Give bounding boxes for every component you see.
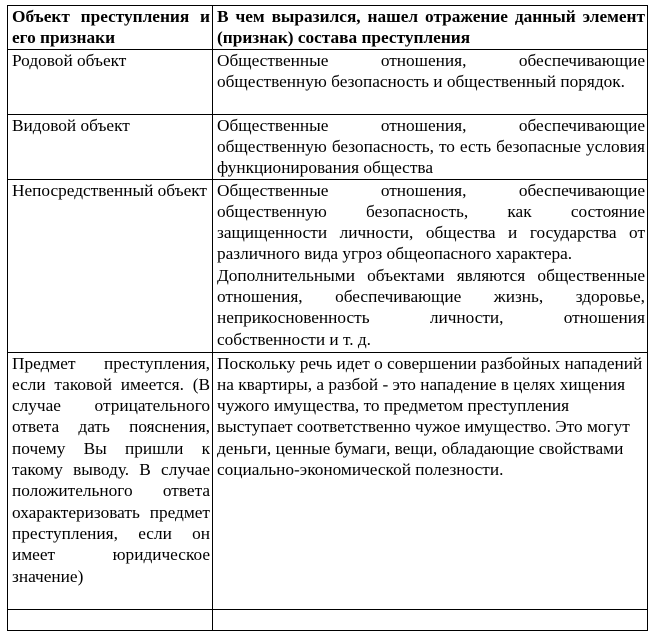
row-label-generic-object: Родовой объект	[8, 49, 213, 114]
row-label-crime-subject: Предмет преступления, если таковой имеется. (В случае отрицательного ответа дать пояснения, почему Вы пришли к такому выводу. В случае положительного ответа охарактеризовать предмет преступления, если он имеет юридическое значение)	[8, 352, 213, 609]
table-row-crime-subject	[8, 352, 648, 609]
table-row-next-partial	[8, 609, 648, 630]
header-description-cell: В чем выразился, нашел отражение данный элемент (признак) состава преступления	[213, 6, 648, 50]
row-text-generic-object: Общественные отношения, обеспечивающие общественную безопасность и общественный порядок.	[213, 49, 648, 114]
crime-object-table	[7, 5, 648, 631]
row-text-direct-object: Общественные отношения, обеспечивающие общественную безопасность, как состояние защищенности личности, общества и государства от различного вида угроз общеопасного характера.	[217, 180, 645, 264]
table-row-specific-object	[8, 114, 648, 179]
row-cell-direct-object	[213, 179, 648, 352]
row-text-crime-subject: Поскольку речь идет о совершении разбойных нападений на квартиры, а разбой - это нападение в целях хищения чужого имущества, то предметом преступления выступает соответственно чужое имущество. Это могут деньги, ценные бумаги, вещи, обладающие свойствами социально-экономической полезности.	[213, 352, 648, 609]
row-text-next-partial	[213, 609, 648, 630]
table-header-row	[8, 6, 648, 50]
row-label-next-partial	[8, 609, 213, 630]
header-object-cell: Объект преступления и его признаки	[8, 6, 213, 50]
row-text-additional-objects: Дополнительными объектами являются общественные отношения, обеспечивающие жизнь, здоровье, неприкосновенность личности, отношения собственности и т. д.	[217, 265, 645, 349]
row-label-specific-object: Видовой объект	[8, 114, 213, 179]
table-row-generic-object	[8, 49, 648, 114]
row-text-specific-object: Общественные отношения, обеспечивающие общественную безопасность, то есть безопасные условия функционирования общества	[213, 114, 648, 179]
row-label-direct-object: Непосредственный объект	[8, 179, 213, 352]
table-row-direct-object	[8, 179, 648, 352]
